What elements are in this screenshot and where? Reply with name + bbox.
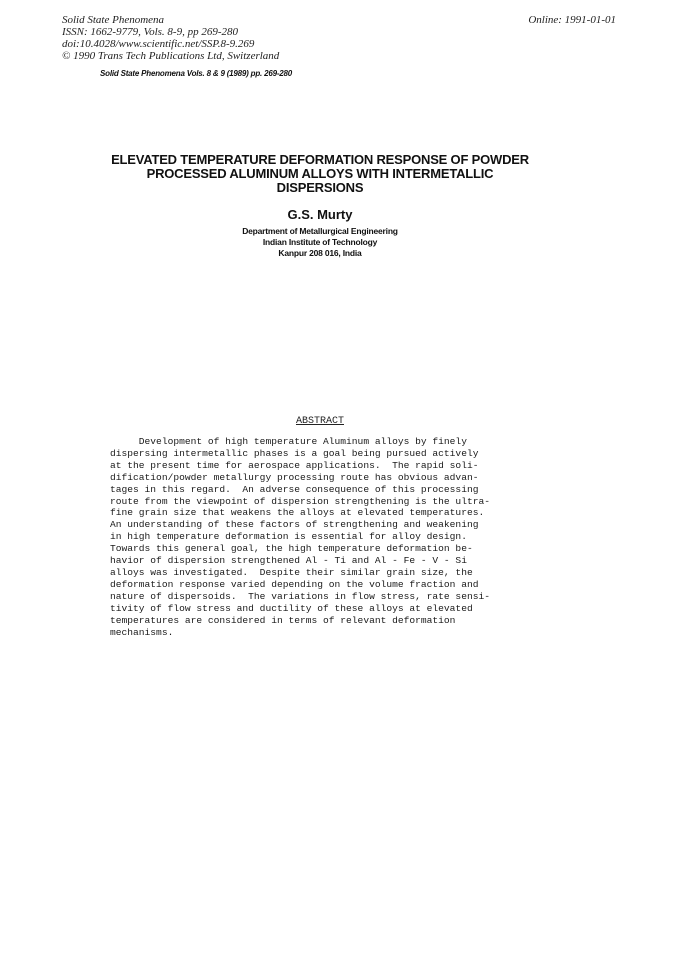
- affiliation-line: Department of Metallurgical Engineering: [242, 226, 398, 236]
- journal-reference: Solid State Phenomena Vols. 8 & 9 (1989) pp. 269-280: [100, 69, 293, 78]
- title-line: PROCESSED ALUMINUM ALLOYS WITH INTERMETALLIC: [146, 166, 494, 181]
- abstract-line: nature of dispersoids. The variations in flow stress, rate sensi-: [110, 590, 490, 602]
- abstract-line: at the present time for aerospace applications. The rapid soli-: [110, 459, 479, 471]
- copyright-line: © 1990 Trans Tech Publications Ltd, Switzerland: [62, 50, 280, 62]
- abstract-line: An understanding of these factors of strengthening and weakening: [110, 519, 479, 531]
- author-affiliation: [100, 226, 540, 259]
- online-date: Online: 1991-01-01: [528, 14, 616, 26]
- affiliation-line: Indian Institute of Technology: [262, 237, 378, 247]
- abstract-line: temperatures are considered in terms of relevant deformation: [110, 614, 456, 626]
- author-name: G.S. Murty: [287, 207, 353, 222]
- abstract-line: dispersing intermetallic phases is a goal being pursued actively: [110, 447, 479, 459]
- journal-name: Solid State Phenomena: [62, 14, 165, 26]
- abstract-heading-text: ABSTRACT: [295, 416, 344, 427]
- affiliation-line: Kanpur 208 016, India: [278, 248, 362, 258]
- title-line: ELEVATED TEMPERATURE DEFORMATION RESPONSE OF POWDER: [111, 152, 529, 167]
- abstract-line: tages in this regard. An adverse consequence of this processing: [110, 483, 479, 495]
- abstract-line: deformation response varied depending on the volume fraction and: [110, 578, 479, 590]
- issn-line: ISSN: 1662-9779, Vols. 8-9, pp 269-280: [62, 26, 238, 38]
- abstract-line: dification/powder metallurgy processing route has obvious advan-: [110, 471, 479, 483]
- abstract-line: Towards this general goal, the high temperature deformation be-: [110, 543, 473, 555]
- abstract-line: mechanisms.: [110, 626, 174, 638]
- abstract-line: havior of dispersion strengthened Al - Ti and Al - Fe - V - Si: [110, 555, 467, 567]
- abstract-line: Development of high temperature Aluminum alloys by finely: [110, 436, 467, 447]
- abstract-line: tivity of flow stress and ductility of these alloys at elevated: [110, 602, 473, 614]
- title-line: DISPERSIONS: [276, 180, 364, 195]
- abstract-line: route from the viewpoint of dispersion strengthening is the ultra-: [110, 495, 490, 507]
- publication-header: [62, 14, 279, 62]
- abstract-line: alloys was investigated. Despite their similar grain size, the: [110, 566, 473, 578]
- abstract-line: in high temperature deformation is essential for alloy design.: [110, 531, 467, 543]
- abstract-body: [110, 436, 490, 638]
- abstract-line: fine grain size that weakens the alloys at elevated temperatures.: [110, 507, 485, 519]
- abstract-heading: [100, 416, 540, 427]
- doi-line: doi:10.4028/www.scientific.net/SSP.8-9.269: [62, 38, 255, 50]
- paper-title: [100, 153, 540, 195]
